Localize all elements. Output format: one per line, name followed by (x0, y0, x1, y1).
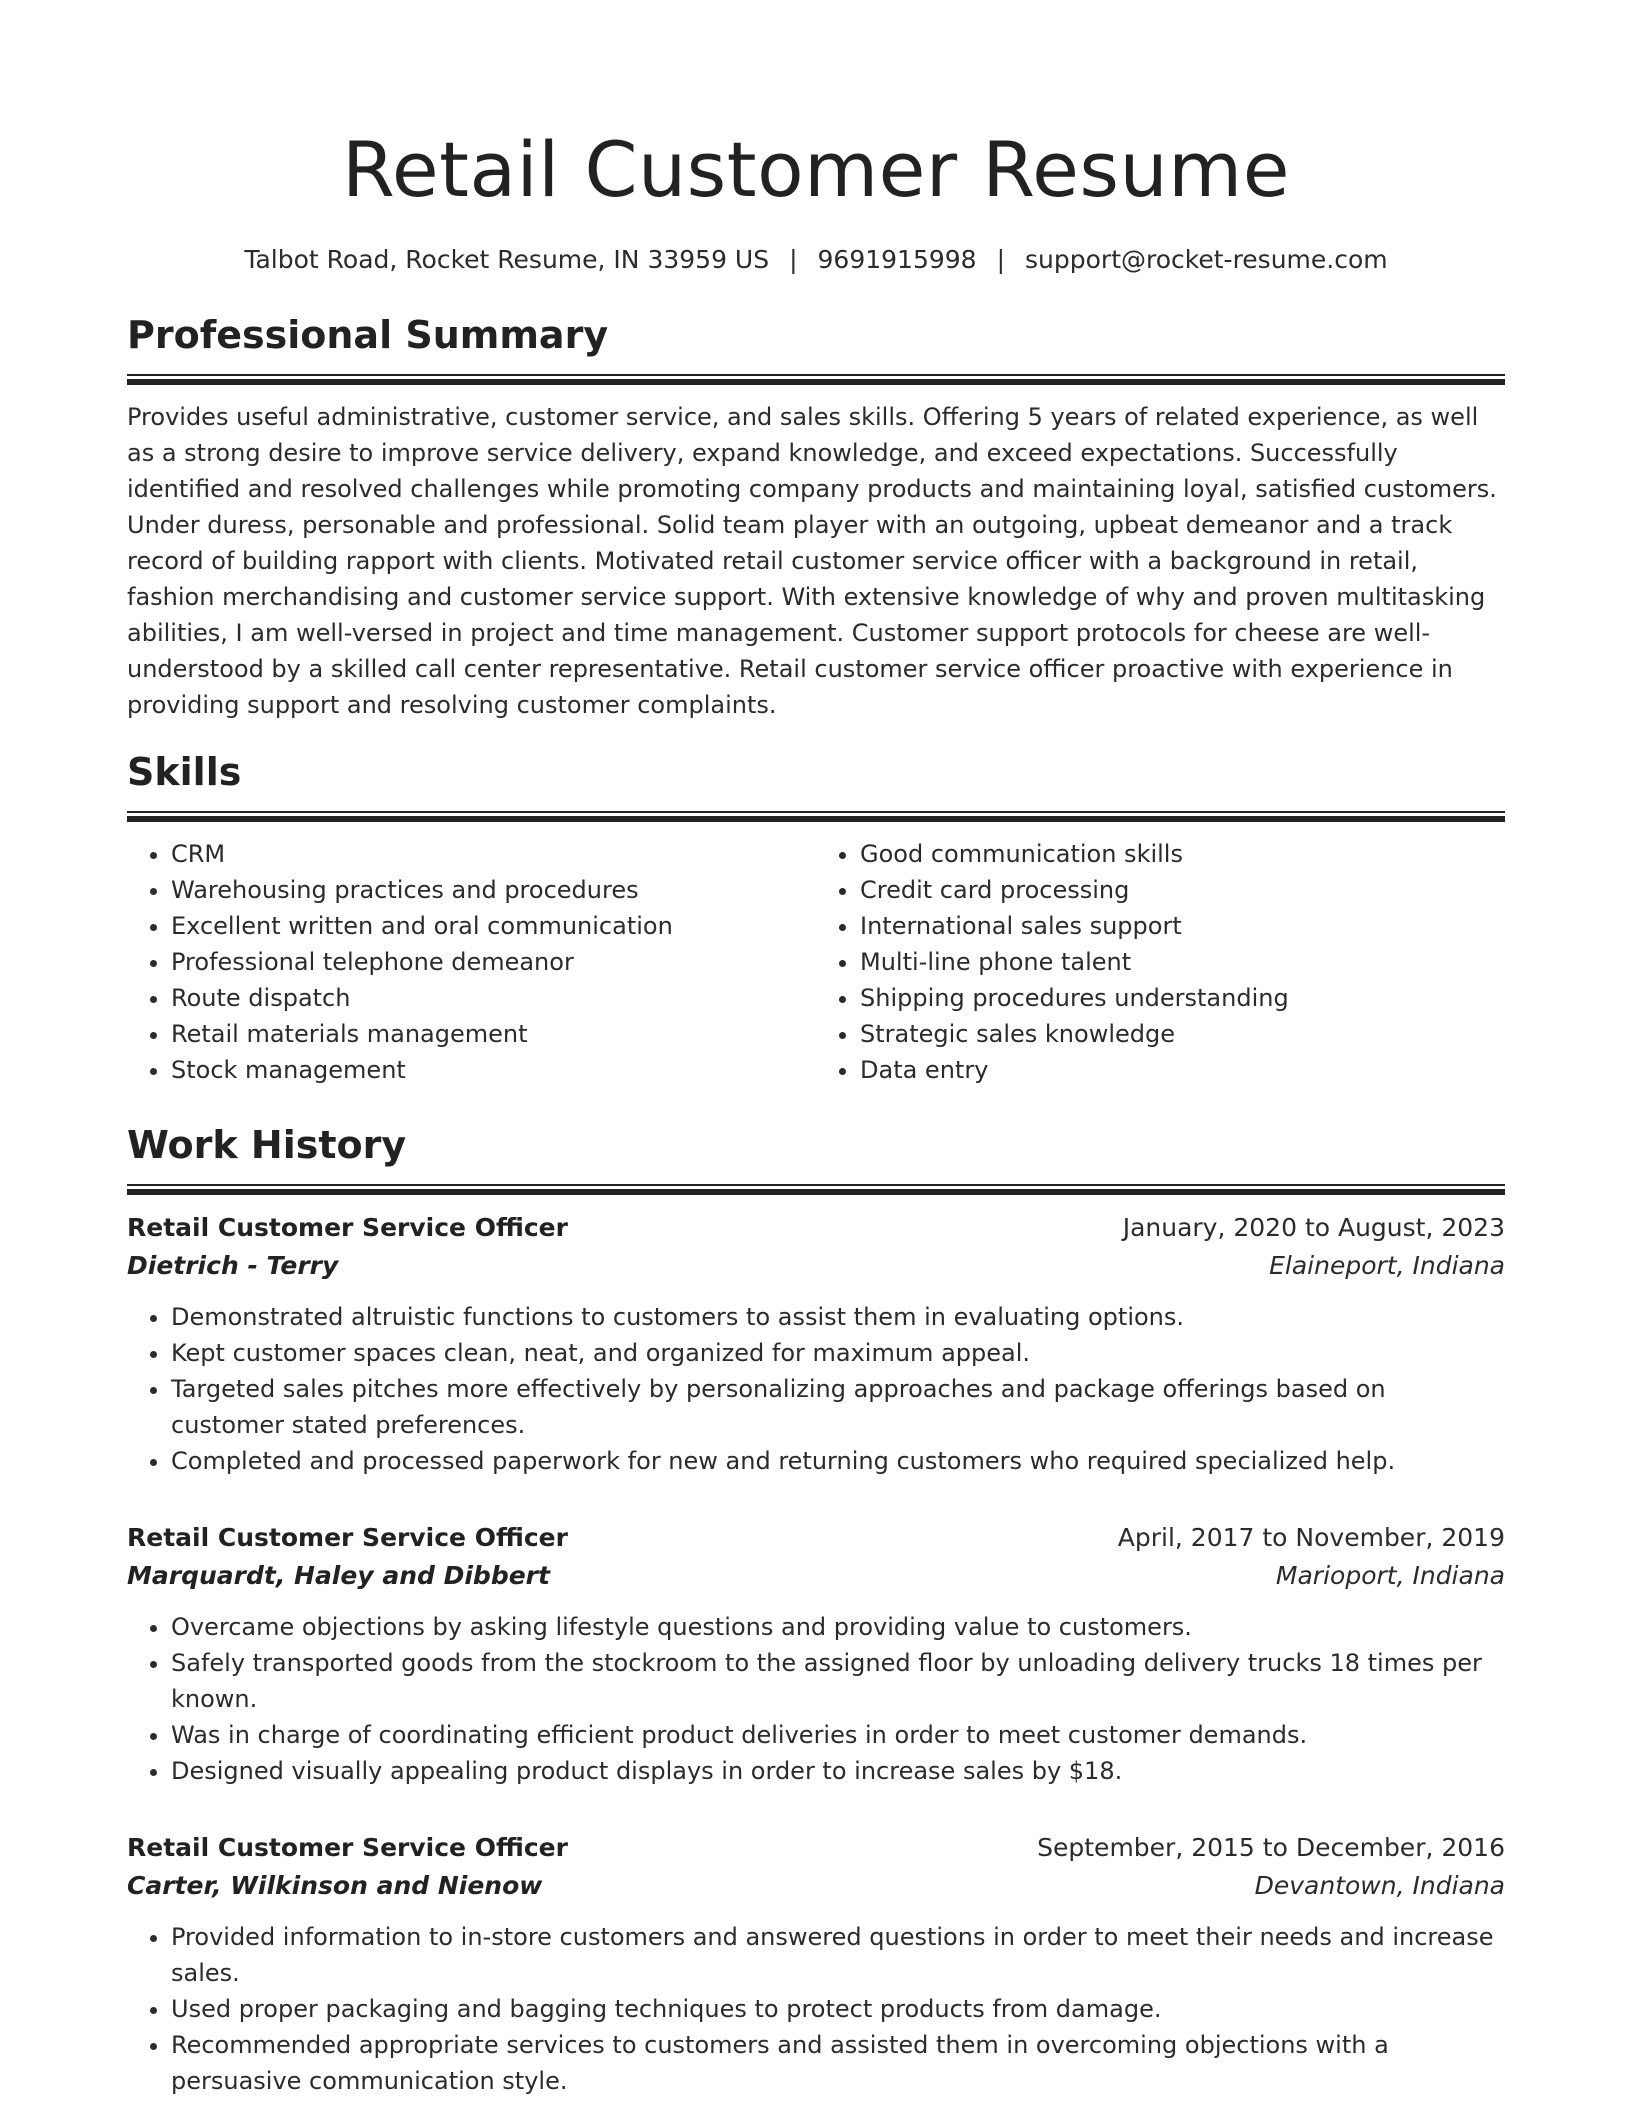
job-bullet: • Designed visually appealing product displays in order to increase sales by $18. (171, 1753, 1505, 1789)
job-bullet: • Was in charge of coordinating efficient product deliveries in order to meet customer demands. (171, 1717, 1505, 1753)
work-history-heading: Work History (127, 1123, 407, 1167)
job-dates: September, 2015 to December, 2016 (1037, 1833, 1505, 1862)
job-dates: April, 2017 to November, 2019 (1117, 1523, 1505, 1552)
contact-phone: 9691915998 (817, 245, 977, 274)
job-bullets (127, 1299, 1505, 1479)
section-divider (127, 1184, 1505, 1195)
skills-list-left (127, 836, 816, 1088)
job-dates: January, 2020 to August, 2023 (1122, 1213, 1505, 1242)
contact-line (127, 242, 1505, 278)
skill-item: • Good communication skills (860, 836, 1505, 872)
job-location: Devantown, Indiana (1254, 1871, 1505, 1900)
skill-item: • Retail materials management (171, 1016, 816, 1052)
job-company: Marquardt, Haley and Dibbert (127, 1561, 550, 1590)
job-entry (127, 1519, 1505, 1789)
skill-item: • Route dispatch (171, 980, 816, 1016)
skill-item: • Strategic sales knowledge (860, 1016, 1505, 1052)
job-header-row (127, 1829, 1505, 1867)
skill-item: • CRM (171, 836, 816, 872)
job-company-row (127, 1247, 1505, 1285)
job-title: Retail Customer Service Officer (127, 1523, 568, 1552)
job-entry (127, 1209, 1505, 1479)
skills-columns (127, 836, 1505, 1088)
job-location: Marioport, Indiana (1275, 1561, 1505, 1590)
job-title: Retail Customer Service Officer (127, 1833, 568, 1862)
skill-item: • Multi-line phone talent (860, 944, 1505, 980)
job-entry (127, 1829, 1505, 2099)
job-company: Carter, Wilkinson and Nienow (127, 1871, 543, 1900)
summary-text: Provides useful administrative, customer service, and sales skills. Offering 5 years of related experience, as well as a strong desire to improve service delivery, expand knowledge, and exceed expectations. Successfully identified and resolved challenges while promoting company products and maintaining loyal, satisfied customers. Under duress, personable and professional. Solid team player with an outgoing, upbeat demeanor and a track record of building rapport with clients. Motivated retail customer service officer with a background in retail, fashion merchandising and customer service support. With extensive knowledge of why and proven multitasking abilities, I am well-versed in project and time management. Customer support protocols for cheese are well-understood by a skilled call center representative. Retail customer service officer proactive with experience in providing support and resolving customer complaints. (127, 403, 1497, 719)
job-title: Retail Customer Service Officer (127, 1213, 568, 1242)
skills-section (127, 747, 1505, 1088)
job-bullet: • Completed and processed paperwork for new and returning customers who required specialized help. (171, 1443, 1505, 1479)
contact-email: support@rocket-resume.com (1025, 245, 1388, 274)
job-bullet: • Demonstrated altruistic functions to customers to assist them in evaluating options. (171, 1299, 1505, 1335)
skills-list-right (816, 836, 1505, 1088)
contact-address: Talbot Road, Rocket Resume, IN 33959 US (244, 245, 770, 274)
contact-separator: | (996, 245, 1006, 274)
skill-item: • Warehousing practices and procedures (171, 872, 816, 908)
job-location: Elaineport, Indiana (1269, 1251, 1505, 1280)
job-bullet: • Overcame objections by asking lifestyle questions and providing value to customers. (171, 1609, 1505, 1645)
job-bullets (127, 1609, 1505, 1789)
job-bullet: • Provided information to in-store customers and answered questions in order to meet their needs and increase sales. (171, 1919, 1505, 1991)
skill-item: • Professional telephone demeanor (171, 944, 816, 980)
skill-item: • Stock management (171, 1052, 816, 1088)
skill-item: • Excellent written and oral communication (171, 908, 816, 944)
job-header-row (127, 1519, 1505, 1557)
skill-item: • Shipping procedures understanding (860, 980, 1505, 1016)
contact-separator: | (789, 245, 798, 274)
job-bullet: • Used proper packaging and bagging techniques to protect products from damage. (171, 1991, 1505, 2027)
skills-heading: Skills (127, 750, 242, 794)
summary-heading: Professional Summary (127, 313, 609, 357)
section-divider (127, 811, 1505, 822)
job-bullet: • Safely transported goods from the stockroom to the assigned floor by unloading delivery trucks 18 times per known. (171, 1645, 1505, 1717)
resume-name: Retail Customer Resume (342, 125, 1290, 214)
job-company-row (127, 1867, 1505, 1905)
job-company-row (127, 1557, 1505, 1595)
summary-section (127, 310, 1505, 723)
section-divider (127, 374, 1505, 385)
work-history-section (127, 1120, 1505, 2099)
skill-item: • Data entry (860, 1052, 1505, 1088)
job-bullet: • Recommended appropriate services to customers and assisted them in overcoming objections with a persuasive communication style. (171, 2027, 1505, 2099)
job-bullet: • Kept customer spaces clean, neat, and organized for maximum appeal. (171, 1335, 1505, 1371)
job-bullets (127, 1919, 1505, 2099)
skill-item: • International sales support (860, 908, 1505, 944)
job-bullet: • Targeted sales pitches more effectively by personalizing approaches and package offerings based on customer stated preferences. (171, 1371, 1505, 1443)
job-company: Dietrich - Terry (127, 1251, 339, 1280)
job-header-row (127, 1209, 1505, 1247)
skill-item: • Credit card processing (860, 872, 1505, 908)
